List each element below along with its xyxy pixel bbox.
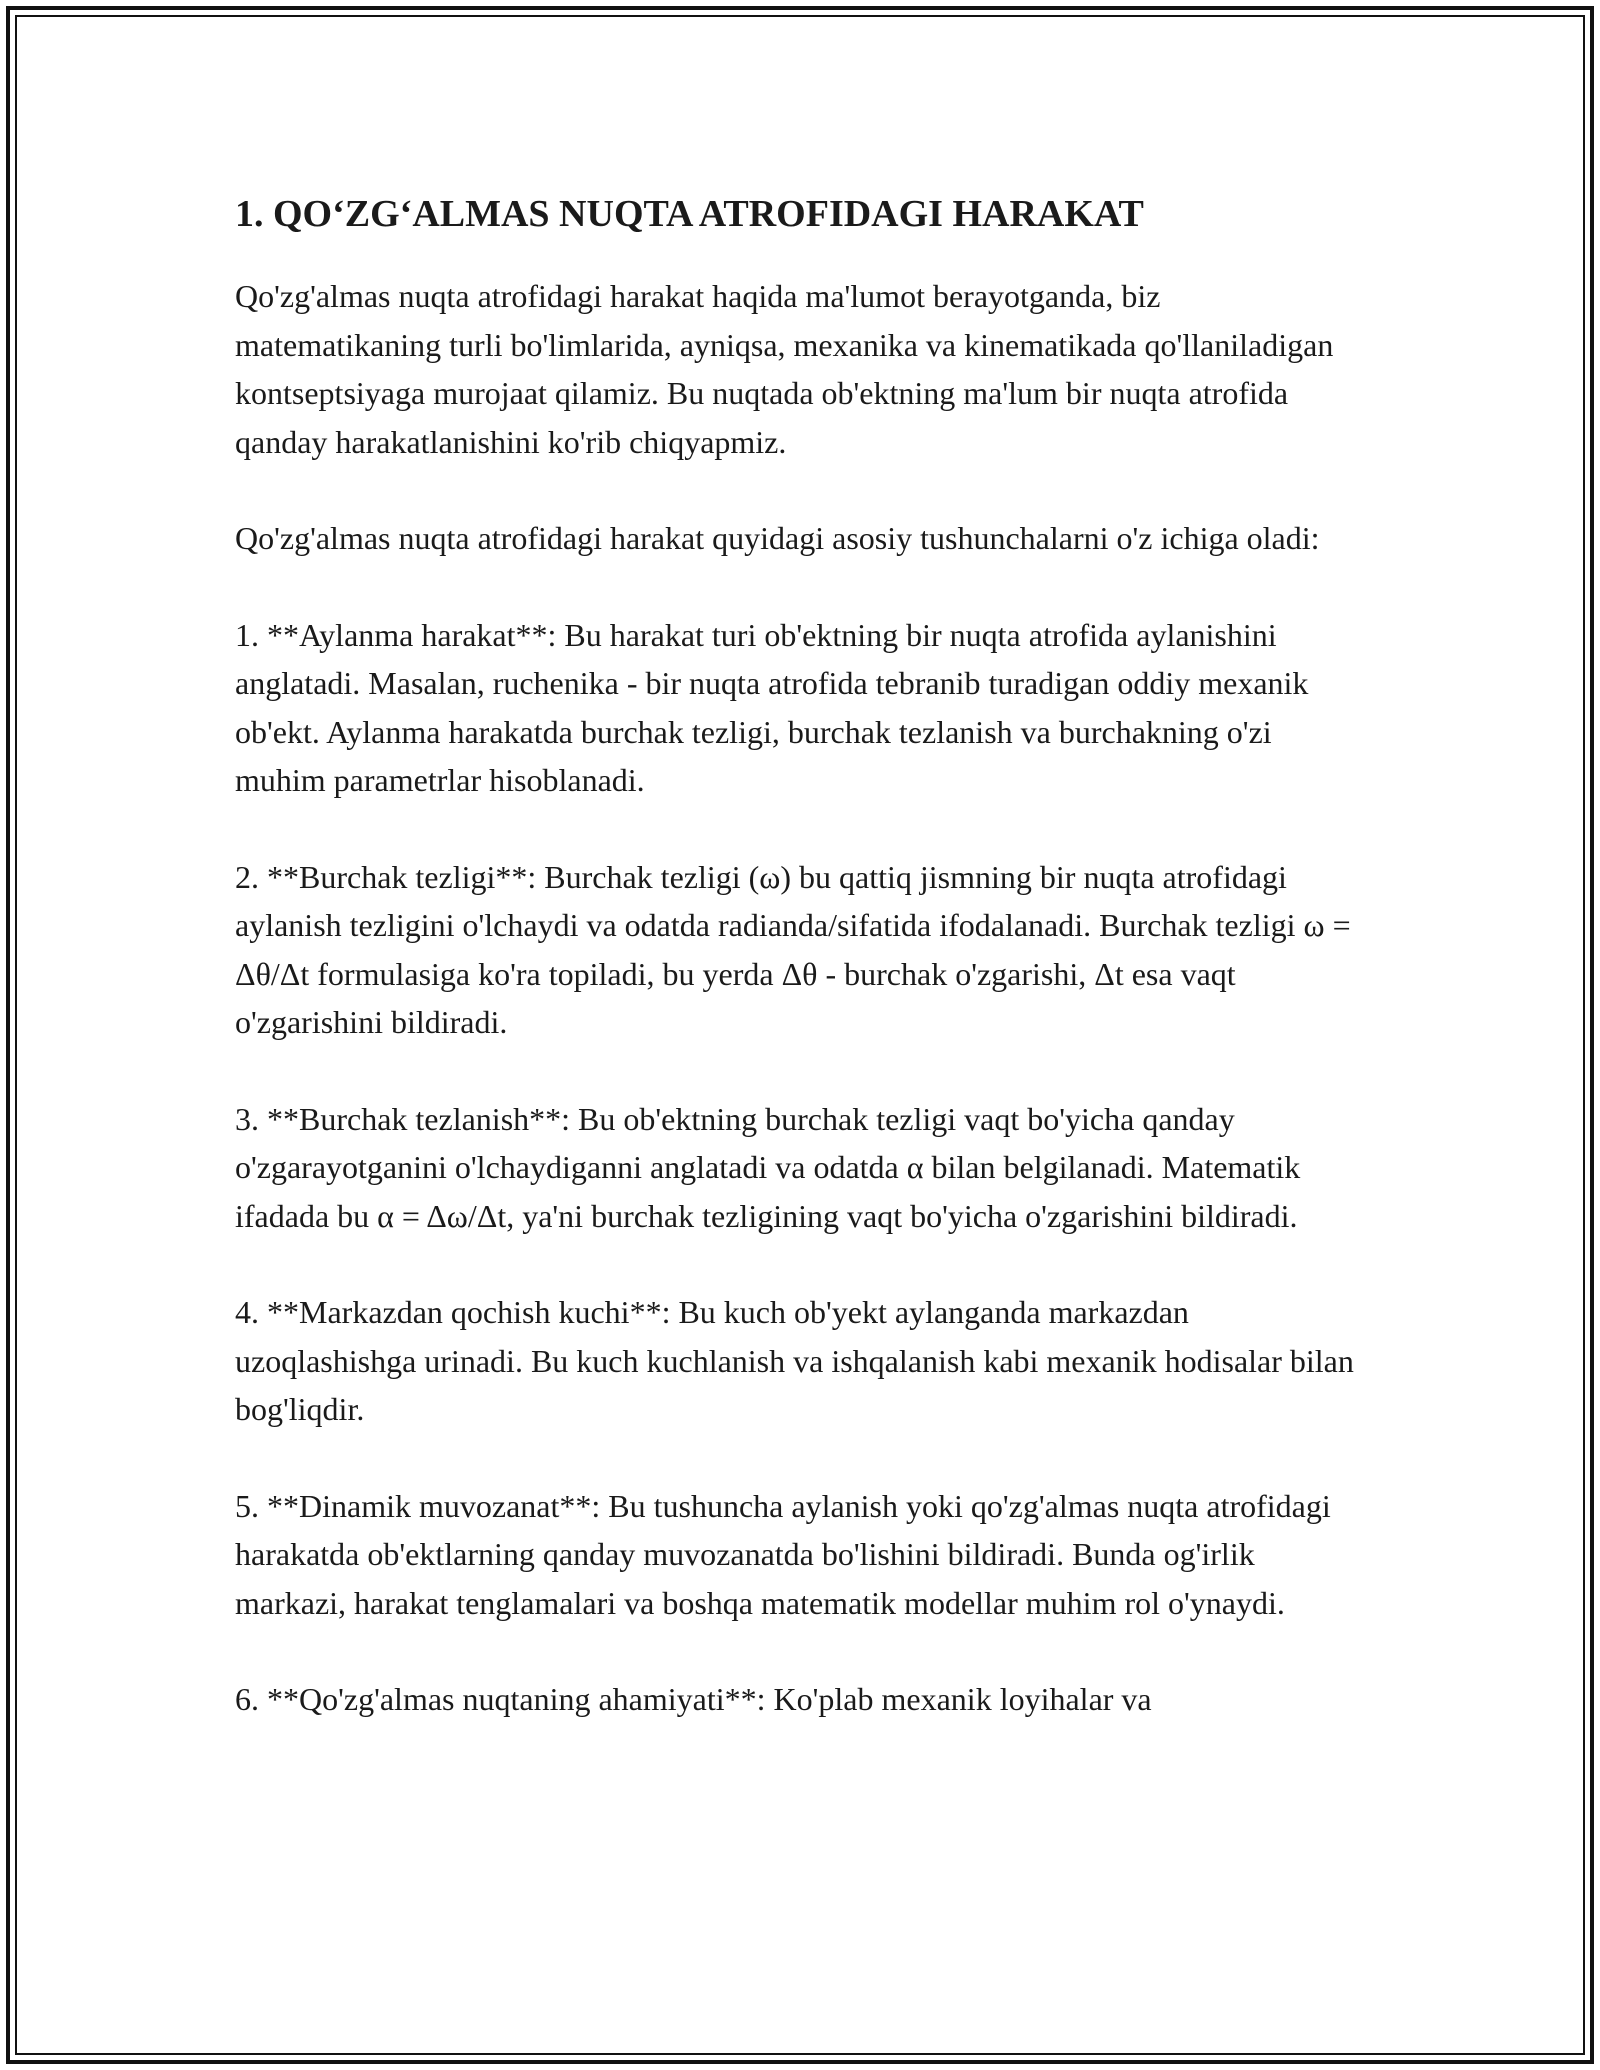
list-item-dinamik-muvozanat: 5. **Dinamik muvozanat**: Bu tushuncha aylanish yoki qo'zg'almas nuqta atrofidagi harakatda ob'ektlarning qanday muvozanatda bo'lishini bildiradi. Bunda og'irlik markazi, harakat tenglamalari va boshqa matematik modellar muhim rol o'ynaydi. xyxy=(235,1487,1331,1621)
list-item-burchak-tezligi: 2. **Burchak tezligi**: Burchak tezligi (ω) bu qattiq jismning bir nuqta atrofidagi aylanish tezligini o'lchaydi va odatda radianda/sifatida ifodalanadi. Burchak tezligi ω = Δθ/Δt formulasiga ko'ra topiladi, bu yerda Δθ - burchak o'zgarishi, Δt esa vaqt o'zgarishini bildiradi. xyxy=(235,858,1351,1040)
document-body xyxy=(235,186,1370,1772)
list-item-qozgalmas-nuqta-ahamiyati: 6. **Qo'zg'almas nuqtaning ahamiyati**: Ko'plab mexanik loyihalar va xyxy=(235,1681,1152,1717)
document-title: 1. QO‘ZG‘ALMAS NUQTA ATROFIDAGI HARAKAT xyxy=(235,193,1144,235)
concepts-intro-paragraph: Qo'zg'almas nuqta atrofidagi harakat quyidagi asosiy tushunchalarni o'z ichiga oladi: xyxy=(235,520,1320,556)
list-item-burchak-tezlanish: 3. **Burchak tezlanish**: Bu ob'ektning burchak tezligi vaqt bo'yicha qanday o'zgarayotganini o'lchaydiganni anglatadi va odatda α bilan belgilanadi. Matematik ifadada bu α = Δω/Δt, ya'ni burchak tezligining vaqt bo'yicha o'zgarishini bildiradi. xyxy=(235,1100,1301,1234)
list-item-markazdan-qochish-kuchi: 4. **Markazdan qochish kuchi**: Bu kuch ob'yekt aylanganda markazdan uzoqlashishga urinadi. Bu kuch kuchlanish va ishqalanish kabi mexanik hodisalar bilan bog'liqdir. xyxy=(235,1294,1354,1427)
intro-paragraph: Qo'zg'almas nuqta atrofidagi harakat haqida ma'lumot berayotganda, biz matematikaning turli bo'limlarida, ayniqsa, mexanika va kinematikada qo'llaniladigan kontseptsiyaga murojaat qilamiz. Bu nuqtada ob'ektning ma'lum bir nuqta atrofida qanday harakatlanishini ko'rib chiqyapmiz. xyxy=(235,278,1334,460)
list-item-aylanma-harakat: 1. **Aylanma harakat**: Bu harakat turi ob'ektning bir nuqta atrofida aylanishini anglatadi. Masalan, ruchenika - bir nuqta atrofida tebranib turadigan oddiy mexanik ob'ekt. Aylanma harakatda burchak tezligi, burchak tezlanish va burchakning o'zi muhim parametrlar hisoblanadi. xyxy=(235,616,1309,798)
